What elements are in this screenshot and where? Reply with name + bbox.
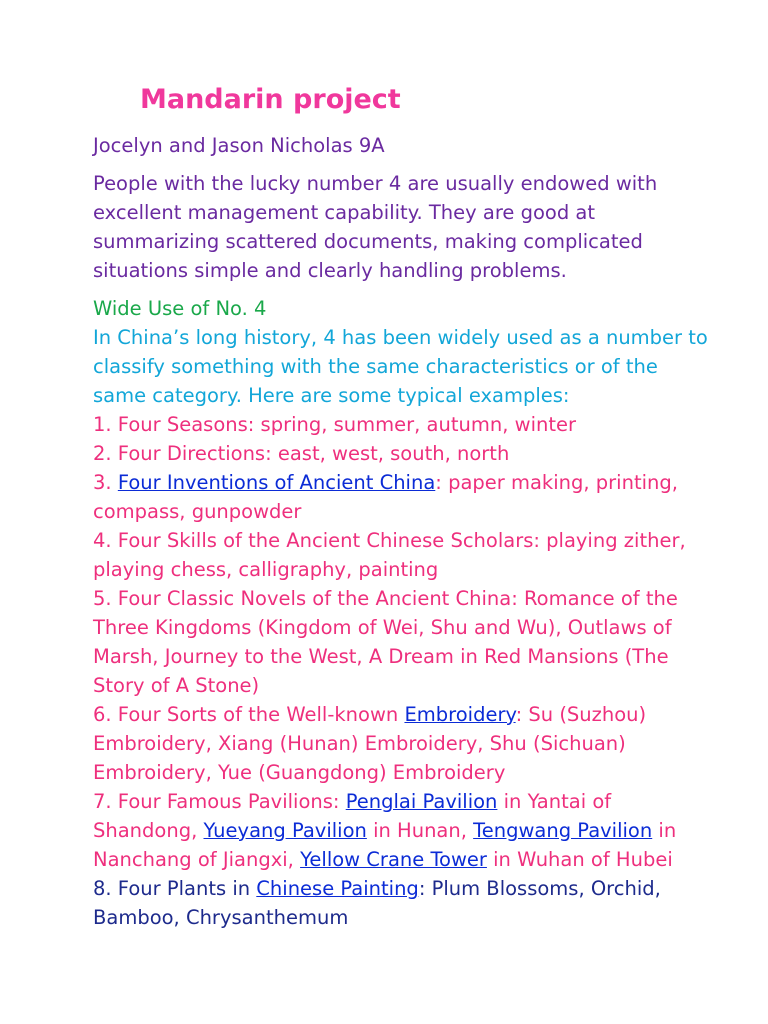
item-suffix: : Plum Blossoms, Orchid, <box>418 877 661 900</box>
list-item-inventions-cont: compass, gunpowder <box>93 500 302 523</box>
list-item-pavilions-cont <box>93 845 713 874</box>
list-item-plants <box>93 874 713 903</box>
item-text: in <box>652 819 677 842</box>
penglai-pavilion-link[interactable]: Penglai Pavilion <box>345 790 498 813</box>
authors-line <box>93 131 713 160</box>
item-prefix: 8. Four Plants in <box>93 877 257 900</box>
section-intro-line: same category. Here are some typical examples: <box>93 384 570 407</box>
yueyang-pavilion-link[interactable]: Yueyang Pavilion <box>203 819 367 842</box>
item-prefix: 7. Four Famous Pavilions: <box>93 790 346 813</box>
chinese-painting-link[interactable]: Chinese Painting <box>256 877 419 900</box>
list-item-novels-cont: Three Kingdoms (Kingdom of Wei, Shu and Wu), Outlaws of <box>93 616 672 639</box>
list-item-pavilions <box>93 787 713 816</box>
list-item-directions: 2. Four Directions: east, west, south, north <box>93 442 510 465</box>
list-item-pavilions-cont <box>93 816 713 845</box>
item-text: in Yantai of <box>497 790 612 813</box>
list-item-skills: 4. Four Skills of the Ancient Chinese Scholars: playing zither, <box>93 529 686 552</box>
list-item-novels-cont: Marsh, Journey to the West, A Dream in Red Mansions (The <box>93 645 669 668</box>
item-prefix: 6. Four Sorts of the Well-known <box>93 703 405 726</box>
intro-line: situations simple and clearly handling problems. <box>93 259 567 282</box>
list-item-plants-cont: Bamboo, Chrysanthemum <box>93 906 349 929</box>
list-item-embroidery <box>93 700 713 729</box>
document-title: Mandarin project <box>140 84 401 115</box>
intro-paragraph <box>93 169 713 285</box>
section-heading: Wide Use of No. 4 <box>93 297 267 320</box>
list-item-novels: 5. Four Classic Novels of the Ancient China: Romance of the <box>93 587 678 610</box>
section-intro-line: classify something with the same characteristics or of the <box>93 355 658 378</box>
list-item-inventions <box>93 468 713 497</box>
list-item-embroidery-cont: Embroidery, Yue (Guangdong) Embroidery <box>93 761 506 784</box>
item-text: in Wuhan of Hubei <box>486 848 673 871</box>
item-text: Shandong, <box>93 819 204 842</box>
intro-line: People with the lucky number 4 are usually endowed with <box>93 172 658 195</box>
wide-use-section <box>93 294 713 932</box>
intro-line: summarizing scattered documents, making complicated <box>93 230 643 253</box>
authors-text: Jocelyn and Jason Nicholas 9A <box>93 134 385 157</box>
item-suffix: : paper making, printing, <box>435 471 678 494</box>
embroidery-link[interactable]: Embroidery <box>404 703 516 726</box>
item-text: Nanchang of Jiangxi, <box>93 848 301 871</box>
list-item-skills-cont: playing chess, calligraphy, painting <box>93 558 439 581</box>
list-item-novels-cont: Story of A Stone) <box>93 674 260 697</box>
list-item-embroidery-cont: Embroidery, Xiang (Hunan) Embroidery, Shu (Sichuan) <box>93 732 626 755</box>
tengwang-pavilion-link[interactable]: Tengwang Pavilion <box>473 819 653 842</box>
item-suffix: : Su (Suzhou) <box>515 703 647 726</box>
four-inventions-link[interactable]: Four Inventions of Ancient China <box>117 471 436 494</box>
list-item-seasons: 1. Four Seasons: spring, summer, autumn, winter <box>93 413 577 436</box>
section-intro-line: In China’s long history, 4 has been widely used as a number to <box>93 326 708 349</box>
intro-line: excellent management capability. They are good at <box>93 201 596 224</box>
item-prefix: 3. <box>93 471 118 494</box>
item-text: in Hunan, <box>366 819 474 842</box>
yellow-crane-tower-link[interactable]: Yellow Crane Tower <box>300 848 487 871</box>
